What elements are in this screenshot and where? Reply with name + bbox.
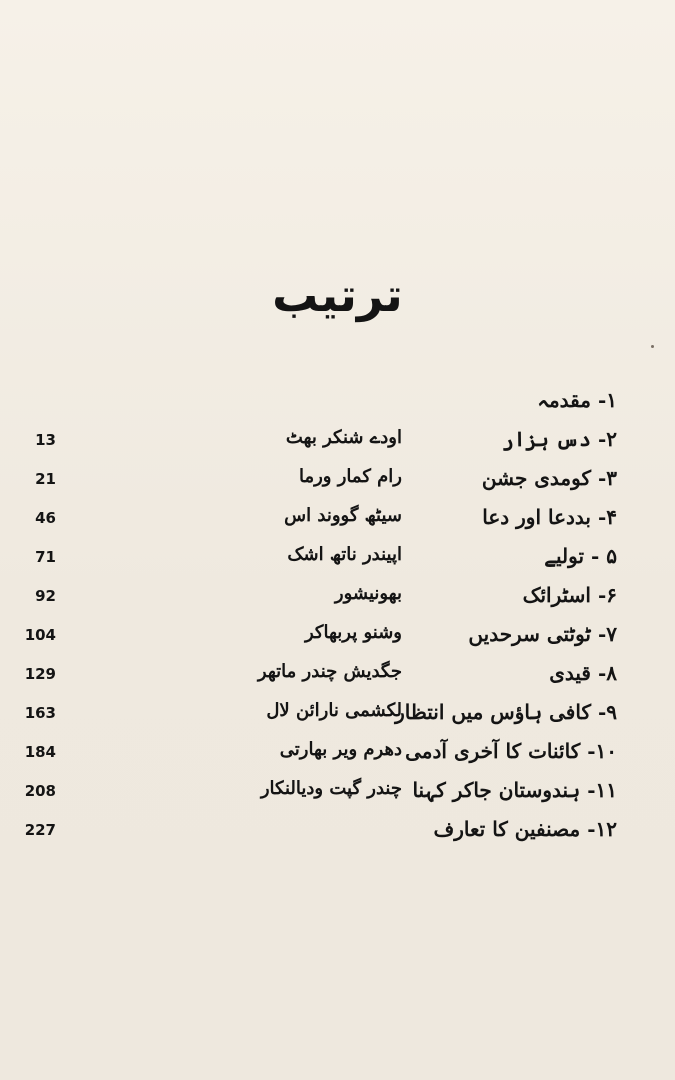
toc-entry-title: ۸- قیدی: [549, 661, 617, 685]
paper-speck: [651, 345, 654, 348]
toc-entry-page: 46: [35, 509, 56, 527]
toc-entry-author: چندر گپت ودیالنکار: [260, 778, 402, 799]
toc-entry: [0, 739, 675, 778]
toc-entry-title: ۱۱- ہندوستان جاکر کہنا: [412, 778, 617, 802]
toc-entry-author: بھونیشور: [334, 583, 402, 604]
toc-entry-author: لکشمی نارائن لال: [266, 700, 402, 721]
toc-entry-page: 129: [24, 665, 56, 683]
toc-entry-page: 104: [24, 626, 56, 644]
toc-entry-title: ۵ - تولیے: [544, 544, 617, 568]
toc-entry-page: 208: [24, 782, 56, 800]
toc-entry-page: 163: [24, 704, 56, 722]
toc-entry-author: دھرم ویر بھارتی: [279, 739, 402, 760]
toc-entry-author: وشنو پربھاکر: [304, 622, 402, 643]
toc-entry: [0, 661, 675, 700]
toc-entry-title: ۹- کافی ہاؤس میں انتظار: [395, 700, 617, 724]
toc-entry-page: 71: [35, 548, 56, 566]
toc-entry: [0, 544, 675, 583]
toc-entry: [0, 622, 675, 661]
toc-entry: [0, 466, 675, 505]
toc-entry-title: ۱- مقدمہ: [537, 388, 617, 412]
toc-entry: [0, 388, 675, 427]
toc-entry-title: ۳- کومدی جشن: [481, 466, 617, 490]
toc-entry: [0, 778, 675, 817]
toc-entry-title: ۷- ٹوٹتی سرحدیں: [468, 622, 617, 646]
toc-entry-author: رام کمار ورما: [298, 466, 402, 487]
toc-entry-author: جگدیش چندر ماتھر: [257, 661, 402, 682]
toc-entry-title: ۲- دس ہزار: [501, 427, 617, 451]
toc-entry-page: 92: [35, 587, 56, 605]
toc-entry-page: [10, 388, 56, 392]
toc-entry-author: اودے شنکر بھٹ: [285, 427, 402, 448]
toc-entry-title: ۶- اسٹرائک: [522, 583, 617, 607]
toc-entry-title: ۱۲- مصنفین کا تعارف: [433, 817, 617, 841]
toc-entry: [0, 505, 675, 544]
toc-entry-page: 227: [24, 821, 56, 839]
toc-entry: [0, 427, 675, 466]
toc-entry-title: ۴- بددعا اور دعا: [482, 505, 617, 529]
toc-entry: [0, 700, 675, 739]
toc-entry: [0, 817, 675, 856]
table-of-contents: [0, 388, 675, 856]
toc-entry-author: اپیندر ناتھ اشک: [287, 544, 402, 565]
toc-entry-page: 184: [24, 743, 56, 761]
toc-entry: [0, 583, 675, 622]
page-title: ترتیب: [272, 268, 403, 322]
toc-entry-page: 21: [35, 470, 56, 488]
toc-entry-author: سیٹھ گووند اس: [284, 505, 402, 526]
toc-entry-page: 13: [35, 431, 56, 449]
toc-entry-title: ۱۰- کائنات کا آخری آدمی: [405, 739, 617, 763]
